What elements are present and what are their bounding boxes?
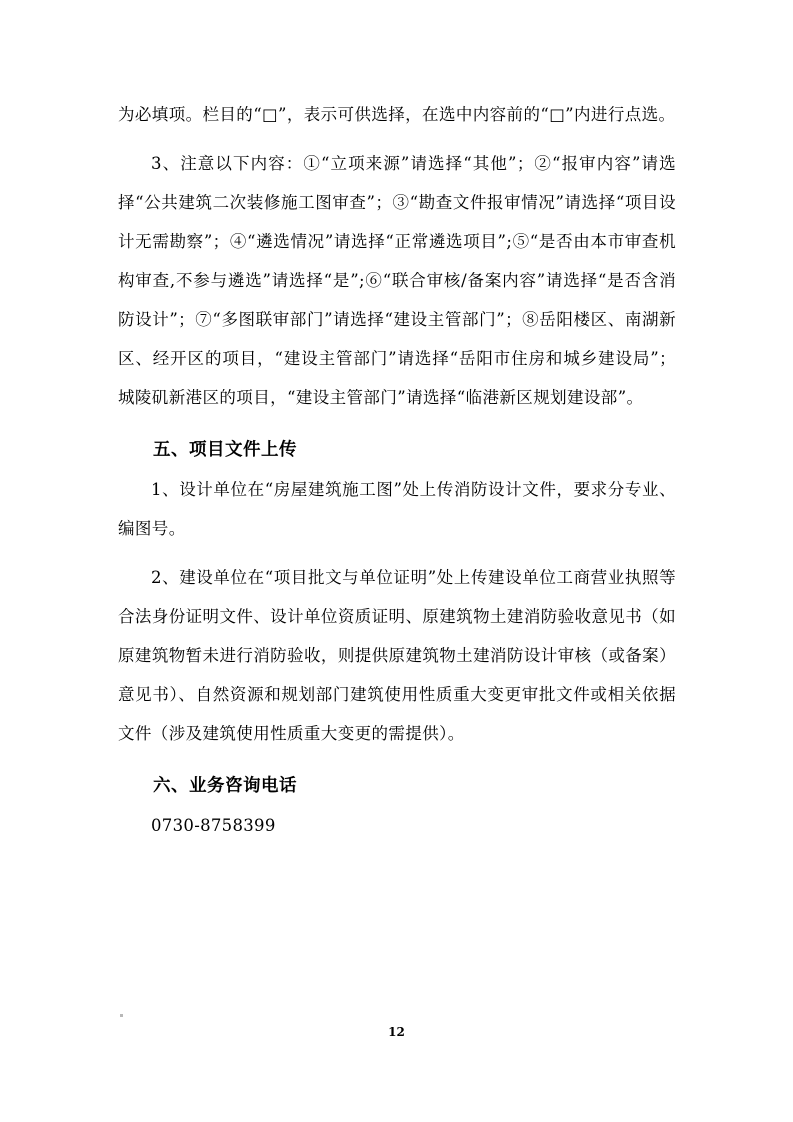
contact-phone-number: 0730-8758399 — [151, 816, 276, 835]
section-heading-six: 六、业务咨询电话 — [153, 776, 297, 796]
paragraph-notes: 3、注意以下内容：①“立项来源”请选择“其他”；②“报审内容”请选择“公共建筑二次装修施工图审查”；③“勘查文件报审情况”请选择“项目设计无需勘察”；④“遴选情况”请选择“正常遴选项目”;⑤“是否由本市审查机构审查,不参与遴选”请选择“是”;⑥“联合审核/备案内容”请选择“是否含消防设计”；⑦“多图联审部门”请选择“建设主管部门”；⑧岳阳楼区、南湖新区、经开区的项目，“建设主管部门”请选择“岳阳市住房和城乡建设局”；城陵矶新港区的项目，“建设主管部门”请选择“临港新区规划建设部”。 — [118, 154, 676, 407]
page-footer-mark — [120, 1014, 123, 1017]
document-body — [118, 95, 676, 845]
page-number: 12 — [388, 1025, 405, 1039]
paragraph-continuation: 为必填项。栏目的“□”，表示可供选择，在选中内容前的“□”内进行点选。 — [118, 105, 676, 124]
section-five-paragraph-1: 1、设计单位在“房屋建筑施工图”处上传消防设计文件，要求分专业、编图号。 — [118, 480, 676, 538]
section-heading-five: 五、项目文件上传 — [153, 440, 297, 460]
spacer — [118, 134, 676, 144]
section-five-paragraph-2: 2、建设单位在“项目批文与单位证明”处上传建设单位工商营业执照等合法身份证明文件、设计单位资质证明、原建筑物土建消防验收意见书（如原建筑物暂未进行消防验收，则提供原建筑物土建消防设计审核（或备案）意见书）、自然资源和规划部门建筑使用性质重大变更审批文件或相关依据文件（涉及建筑使用性质重大变更的需提供）。 — [118, 568, 676, 743]
spacer — [118, 548, 676, 558]
spacer — [118, 753, 676, 767]
spacer — [118, 417, 676, 431]
